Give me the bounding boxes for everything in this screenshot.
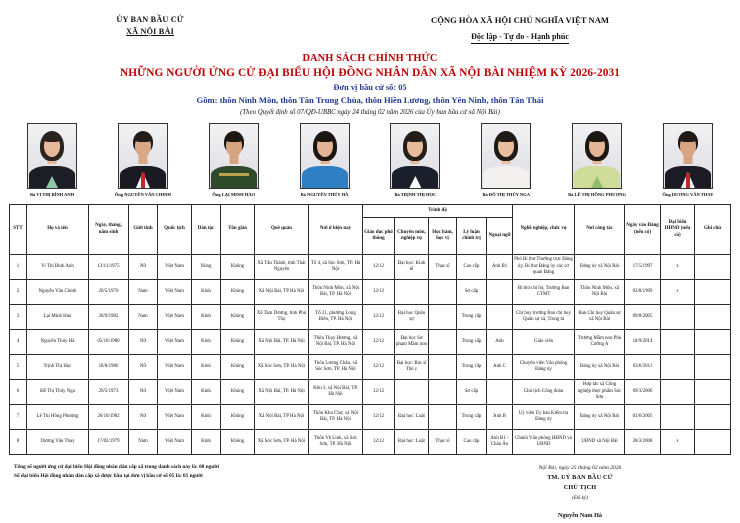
- country-name: CỘNG HÒA XÃ HỘI CHỦ NGHĨA VIỆT NAM: [430, 15, 610, 25]
- cell-job: Chánh Văn phòng HĐND và UBND: [513, 430, 575, 455]
- cell-nationality: Việt Nam: [157, 380, 191, 405]
- cell-hdnd: [661, 380, 695, 405]
- cell-ethnic: Kinh: [191, 430, 220, 455]
- cell-party-date: 09/3/2006: [625, 380, 661, 405]
- table-row: [9, 380, 730, 405]
- table-row: [9, 405, 730, 430]
- village-list: Gồm: thôn Ninh Môn, thôn Tân Trung Chùa, thôn Hiền Lương, thôn Yên Ninh, thôn Tân Thái: [196, 95, 544, 105]
- candidate-portrait: [27, 123, 77, 189]
- cell-hometown: Xã Sóc Sơn, TP. Hà Nội: [254, 430, 308, 455]
- cell-edu-major: Đại học: Bác sĩ Thú y: [394, 355, 428, 380]
- cell-party-date: 18/9/2014: [625, 330, 661, 355]
- cell-sex: Nam: [128, 280, 157, 305]
- candidate-photo-caption: Bà NGUYỄN THÚY HÀ: [300, 192, 349, 197]
- cell-ethnic: Nùng: [191, 255, 220, 280]
- th-edu-lang: Ngoại ngữ: [486, 218, 512, 255]
- cell-ethnic: Kinh: [191, 330, 220, 355]
- cell-nationality: Việt Nam: [157, 355, 191, 380]
- cell-stt: 1: [9, 255, 26, 280]
- cell-edu-lang: Anh C: [486, 355, 512, 380]
- cell-party-date: 03/6/2005: [625, 405, 661, 430]
- cell-workplace: Đảng ủy xã Nội Bài: [575, 405, 625, 430]
- candidate-photo-cell: [555, 123, 639, 198]
- cell-stt: 5: [9, 355, 26, 380]
- decision-reference: (Theo Quyết định số 07/QĐ-UBBC ngày 24 tháng 02 năm 2026 của Ủy ban bầu cử xã Nội Bài): [240, 109, 500, 116]
- cell-edu-lang: [486, 280, 512, 305]
- cell-dob: 20/9/1982: [88, 305, 128, 330]
- cell-edu-degree: [428, 330, 456, 355]
- candidate-photo-cell: [101, 123, 185, 198]
- cell-religion: Không: [220, 255, 254, 280]
- cell-edu-general: 12/12: [362, 305, 394, 330]
- total-seats: Số đại biểu Hội đồng nhân dân cấp xã được bầu tại đơn vị bầu cử số 05 là: 05 người: [14, 473, 203, 479]
- cell-sex: Nữ: [128, 405, 157, 430]
- th-residence: Nơi ở hiện nay: [308, 205, 362, 255]
- totals-block: [14, 463, 434, 521]
- cell-residence: Thôn Vệ Linh, xã Sóc Sơn, TP. Hà Nội: [308, 430, 362, 455]
- cell-edu-major: Đại học Quân sự: [394, 305, 428, 330]
- cell-religion: Không: [220, 305, 254, 330]
- th-sex: Giới tính: [128, 205, 157, 255]
- cell-hometown: Xã Tân Thành, tỉnh Thái Nguyên: [254, 255, 308, 280]
- cell-hometown: Xã Nội Bài, TP Hà Nội: [254, 405, 308, 430]
- cell-stt: 4: [9, 330, 26, 355]
- cell-sex: Nữ: [128, 330, 157, 355]
- cell-note: [695, 280, 731, 305]
- cell-stt: 3: [9, 305, 26, 330]
- cell-edu-degree: [428, 305, 456, 330]
- candidate-portrait: [209, 123, 259, 189]
- cell-job: Uỷ viên Ủy ban Kiểm tra Đảng ủy: [513, 405, 575, 430]
- cell-job: Chủ tịch Công đoàn: [513, 380, 575, 405]
- cell-edu-general: 12/12: [362, 255, 394, 280]
- candidate-portrait: [300, 123, 350, 189]
- cell-workplace: Hợp tác xã Công nghiệp thực phẩm Sóc Sơn: [575, 380, 625, 405]
- th-note: Ghi chú: [695, 205, 731, 255]
- candidate-photo-cell: [646, 123, 730, 198]
- candidate-portrait: [118, 123, 168, 189]
- cell-hdnd: [661, 405, 695, 430]
- candidate-photo-cell: [10, 123, 94, 198]
- candidate-table-body: [9, 255, 730, 455]
- cell-nationality: Việt Nam: [157, 305, 191, 330]
- cell-sex: Nữ: [128, 255, 157, 280]
- candidate-photo-cell: [283, 123, 367, 198]
- cell-party-date: 17/5/1997: [625, 255, 661, 280]
- cell-residence: Thôn Khu Chợ, xã Nội Bài, TP. Hà Nội: [308, 405, 362, 430]
- cell-religion: Không: [220, 430, 254, 455]
- cell-edu-degree: Thạc sĩ: [428, 255, 456, 280]
- cell-hdnd: [661, 330, 695, 355]
- candidate-portrait: [481, 123, 531, 189]
- cell-edu-general: 12/12: [362, 380, 394, 405]
- cell-residence: Thôn Ninh Môn, xã Nội Bài, TP. Hà Nội: [308, 280, 362, 305]
- cell-edu-politics: Trung cấp: [456, 355, 486, 380]
- candidate-photo-caption: Bà TRỊNH THỊ HỌC: [394, 192, 437, 197]
- cell-stt: 6: [9, 380, 26, 405]
- cell-sex: Nữ: [128, 355, 157, 380]
- candidate-photo-caption: Bà VI THỊ BÌNH ANH: [29, 192, 75, 197]
- cell-sex: Nữ: [128, 380, 157, 405]
- cell-edu-major: Đại học: Luật: [394, 405, 428, 430]
- cell-note: [695, 305, 731, 330]
- cell-note: [695, 380, 731, 405]
- cell-workplace: Đảng ủy xã Nội Bài: [575, 255, 625, 280]
- cell-workplace: Thôn Ninh Môn, xã Nội Bài: [575, 280, 625, 305]
- cell-hdnd: x: [661, 280, 695, 305]
- cell-edu-degree: [428, 405, 456, 430]
- cell-edu-politics: Cao cấp: [456, 430, 486, 455]
- candidate-photo-caption: Ông LẠI MINH HẢO: [212, 192, 256, 197]
- cell-edu-general: 12/12: [362, 330, 394, 355]
- cell-ethnic: Kinh: [191, 405, 220, 430]
- title-block: [0, 52, 740, 119]
- cell-nationality: Việt Nam: [157, 430, 191, 455]
- signature-block: [434, 463, 726, 521]
- th-stt: STT: [9, 205, 26, 255]
- th-hdnd: Đại biểu HĐND (nếu có): [661, 205, 695, 255]
- cell-nationality: Việt Nam: [157, 330, 191, 355]
- th-nationality: Quốc tịch: [157, 205, 191, 255]
- masthead: [0, 0, 740, 44]
- table-row: [9, 330, 730, 355]
- candidate-portrait: [390, 123, 440, 189]
- candidate-photo-cell: [192, 123, 276, 198]
- cell-residence: Khu 3, xã Nội Bài, TP. Hà Nội: [308, 380, 362, 405]
- table-row: [9, 430, 730, 455]
- cell-party-date: 03/8/1999: [625, 280, 661, 305]
- place-and-date: Nội Bài, ngày 25 tháng 02 năm 2026: [538, 465, 622, 471]
- cell-hometown: Xã Nội Bài, TP. Hà Nội: [254, 380, 308, 405]
- cell-hometown: Xã Nội Bài, TP Hà Nội: [254, 280, 308, 305]
- cell-sex: Nam: [128, 305, 157, 330]
- th-name: Họ và tên: [26, 205, 88, 255]
- national-motto: Độc lập - Tự do - Hạnh phúc: [471, 31, 569, 44]
- cell-edu-general: 12/12: [362, 405, 394, 430]
- cell-sex: Nam: [128, 430, 157, 455]
- cell-hdnd: [661, 305, 695, 330]
- cell-name: Nguyễn Văn Chinh: [26, 280, 88, 305]
- cell-name: Lê Thị Hồng Phượng: [26, 405, 88, 430]
- cell-edu-politics: Cao cấp: [456, 255, 486, 280]
- cell-religion: Không: [220, 330, 254, 355]
- cell-edu-lang: Anh: [486, 330, 512, 355]
- cell-edu-major: Đại học: Luật: [394, 430, 428, 455]
- electoral-unit: Đơn vị bầu cử số: 05: [333, 83, 407, 92]
- cell-workplace: Trường Mầm non Phù Cường A: [575, 330, 625, 355]
- cell-hometown: Xã Sóc Sơn, TP. Hà Nội: [254, 355, 308, 380]
- cell-dob: 05/10/1980: [88, 330, 128, 355]
- cell-edu-degree: [428, 380, 456, 405]
- th-job: Nghề nghiệp, chức vụ: [513, 205, 575, 255]
- th-workplace: Nơi công tác: [575, 205, 625, 255]
- candidate-portrait: [572, 123, 622, 189]
- th-education-group: Trình độ: [362, 205, 512, 218]
- candidate-photo-strip: [0, 119, 740, 198]
- cell-edu-lang: [486, 380, 512, 405]
- candidate-table: [9, 204, 731, 455]
- cell-edu-general: 12/12: [362, 430, 394, 455]
- candidate-photo-cell: [373, 123, 457, 198]
- table-row: [9, 280, 730, 305]
- cell-dob: 18/8/1986: [88, 355, 128, 380]
- cell-religion: Không: [220, 355, 254, 380]
- cell-hdnd: x: [661, 430, 695, 455]
- signed-note: (Đã ký): [572, 495, 588, 501]
- cell-edu-politics: Trung cấp: [456, 405, 486, 430]
- cell-dob: 29/5/1973: [88, 380, 128, 405]
- table-row: [9, 255, 730, 280]
- cell-note: [695, 330, 731, 355]
- cell-hdnd: [661, 355, 695, 380]
- cell-name: Trịnh Thị Học: [26, 355, 88, 380]
- candidate-photo-caption: Ông DƯƠNG VĂN THAY: [662, 192, 714, 197]
- cell-religion: Không: [220, 280, 254, 305]
- cell-edu-lang: Anh B1 - Châu Âu: [486, 430, 512, 455]
- cell-name: Dương Văn Thay: [26, 430, 88, 455]
- authority-line-2: [0, 26, 300, 38]
- cell-residence: Tổ 4, xã Sóc Sơn, TP. Hà Nội: [308, 255, 362, 280]
- candidate-photo-cell: [464, 123, 548, 198]
- cell-party-date: 09/8/2005: [625, 305, 661, 330]
- candidate-portrait: [663, 123, 713, 189]
- cell-stt: 8: [9, 430, 26, 455]
- cell-workplace: Ban Chỉ huy Quân sự xã Nội Bài: [575, 305, 625, 330]
- cell-edu-degree: Thạc sĩ: [428, 430, 456, 455]
- signing-authority: TM. UỶ BAN BẦU CỬ: [547, 474, 613, 481]
- issuing-authority: [0, 14, 300, 44]
- cell-dob: 20/5/1970: [88, 280, 128, 305]
- candidate-photo-caption: Ông NGUYỄN VĂN CHINH: [114, 192, 171, 197]
- cell-religion: Không: [220, 405, 254, 430]
- authority-commune: XÃ NỘI BÀI: [126, 27, 174, 36]
- document-title-main: DANH SÁCH CHÍNH THỨC: [302, 53, 438, 64]
- cell-edu-politics: Sơ cấp: [456, 280, 486, 305]
- cell-job: Giáo viên: [513, 330, 575, 355]
- cell-edu-politics: Sơ cấp: [456, 380, 486, 405]
- th-edu-degree: Học hàm, học vị: [428, 218, 456, 255]
- cell-name: Vi Thị Bình Anh: [26, 255, 88, 280]
- document-title-sub: NHỮNG NGƯỜI ỨNG CỬ ĐẠI BIỂU HỘI ĐỒNG NHÂN DÂN XÃ NỘI BÀI NHIỆM KỲ 2026-2031: [119, 67, 621, 79]
- cell-workplace: Đảng ủy xã Nội Bài: [575, 355, 625, 380]
- cell-edu-lang: Anh B: [486, 405, 512, 430]
- cell-edu-politics: Trung cấp: [456, 330, 486, 355]
- th-party-date: Ngày vào Đảng (nếu có): [625, 205, 661, 255]
- signing-title: CHỦ TỊCH: [563, 484, 597, 491]
- cell-hdnd: x: [661, 255, 695, 280]
- cell-edu-degree: [428, 280, 456, 305]
- candidate-photo-caption: Bà ĐỖ THỊ THÚY NGA: [482, 192, 530, 197]
- cell-note: [695, 355, 731, 380]
- th-hometown: Quê quán: [254, 205, 308, 255]
- national-heading: [300, 14, 740, 44]
- cell-job: Phó Bí thư Thường trực Đảng ủy, Bí thư Đảng ủy các cơ quan Đảng: [513, 255, 575, 280]
- cell-nationality: Việt Nam: [157, 280, 191, 305]
- cell-edu-lang: [486, 305, 512, 330]
- cell-stt: 2: [9, 280, 26, 305]
- cell-name: Nguyễn Thúy Hà: [26, 330, 88, 355]
- th-edu-major: Chuyên môn, nghiệp vụ: [394, 218, 428, 255]
- document-footer: [0, 463, 740, 521]
- cell-dob: 26/10/1982: [88, 405, 128, 430]
- cell-stt: 7: [9, 405, 26, 430]
- cell-residence: Thôn Thụy Hương, xã Nội Bài, TP. Hà Nội: [308, 330, 362, 355]
- table-header-row-1: [9, 205, 730, 218]
- cell-residence: Thôn Lương Châu, xã Sóc Sơn, TP. Hà Nội: [308, 355, 362, 380]
- candidate-photo-caption: Bà LÊ THỊ HỒNG PHƯỢNG: [568, 192, 627, 197]
- cell-ethnic: Kinh: [191, 355, 220, 380]
- cell-hometown: Xã Tam Dương, tỉnh Phú Thọ: [254, 305, 308, 330]
- cell-job: Chỉ huy trưởng Ban chỉ huy Quân sự xã, Trung tá: [513, 305, 575, 330]
- cell-name: Đỗ Thị Thúy Nga: [26, 380, 88, 405]
- table-row: [9, 305, 730, 330]
- cell-job: Chuyên viên Văn phòng Đảng ủy: [513, 355, 575, 380]
- cell-edu-major: [394, 380, 428, 405]
- cell-dob: 13/11/1975: [88, 255, 128, 280]
- cell-edu-politics: Trung cấp: [456, 305, 486, 330]
- cell-ethnic: Kinh: [191, 305, 220, 330]
- cell-note: [695, 405, 731, 430]
- cell-ethnic: Kinh: [191, 380, 220, 405]
- th-ethnic: Dân tộc: [191, 205, 220, 255]
- cell-residence: Tổ 21, phường Long Biên, TP. Hà Nội: [308, 305, 362, 330]
- cell-edu-major: [394, 280, 428, 305]
- cell-edu-lang: Anh B1: [486, 255, 512, 280]
- cell-job: Bí thư chi bộ, Trưởng Ban CTMT: [513, 280, 575, 305]
- cell-edu-major: Đại học Sư phạm Mầm non: [394, 330, 428, 355]
- authority-line-1: ỦY BAN BẦU CỬ: [116, 15, 184, 24]
- total-candidates: Tổng số người ứng cử đại biểu Hội đồng nhân dân cấp xã trong danh sách này là: 08 người: [14, 464, 219, 470]
- cell-edu-general: 12/12: [362, 280, 394, 305]
- cell-religion: Không: [220, 380, 254, 405]
- cell-nationality: Việt Nam: [157, 255, 191, 280]
- cell-dob: 17/02/1979: [88, 430, 128, 455]
- cell-workplace: UBND xã Nội Bài: [575, 430, 625, 455]
- th-edu-general: Giáo dục phổ thông: [362, 218, 394, 255]
- cell-party-date: 28/3/2008: [625, 430, 661, 455]
- cell-edu-major: Đại học: Kinh tế: [394, 255, 428, 280]
- th-religion: Tôn giáo: [220, 205, 254, 255]
- cell-name: Lại Minh Hảo: [26, 305, 88, 330]
- cell-hometown: Xã Nội Bài, TP. Hà Nội: [254, 330, 308, 355]
- cell-note: [695, 430, 731, 455]
- th-dob: Ngày, tháng, năm sinh: [88, 205, 128, 255]
- cell-party-date: 03/6/2011: [625, 355, 661, 380]
- cell-note: [695, 255, 731, 280]
- cell-edu-general: 12/12: [362, 355, 394, 380]
- cell-nationality: Việt Nam: [157, 405, 191, 430]
- th-edu-politics: Lý luận chính trị: [456, 218, 486, 255]
- cell-ethnic: Kinh: [191, 280, 220, 305]
- cell-edu-degree: [428, 355, 456, 380]
- signer-name: Nguyễn Nam Hà: [557, 512, 602, 519]
- table-row: [9, 355, 730, 380]
